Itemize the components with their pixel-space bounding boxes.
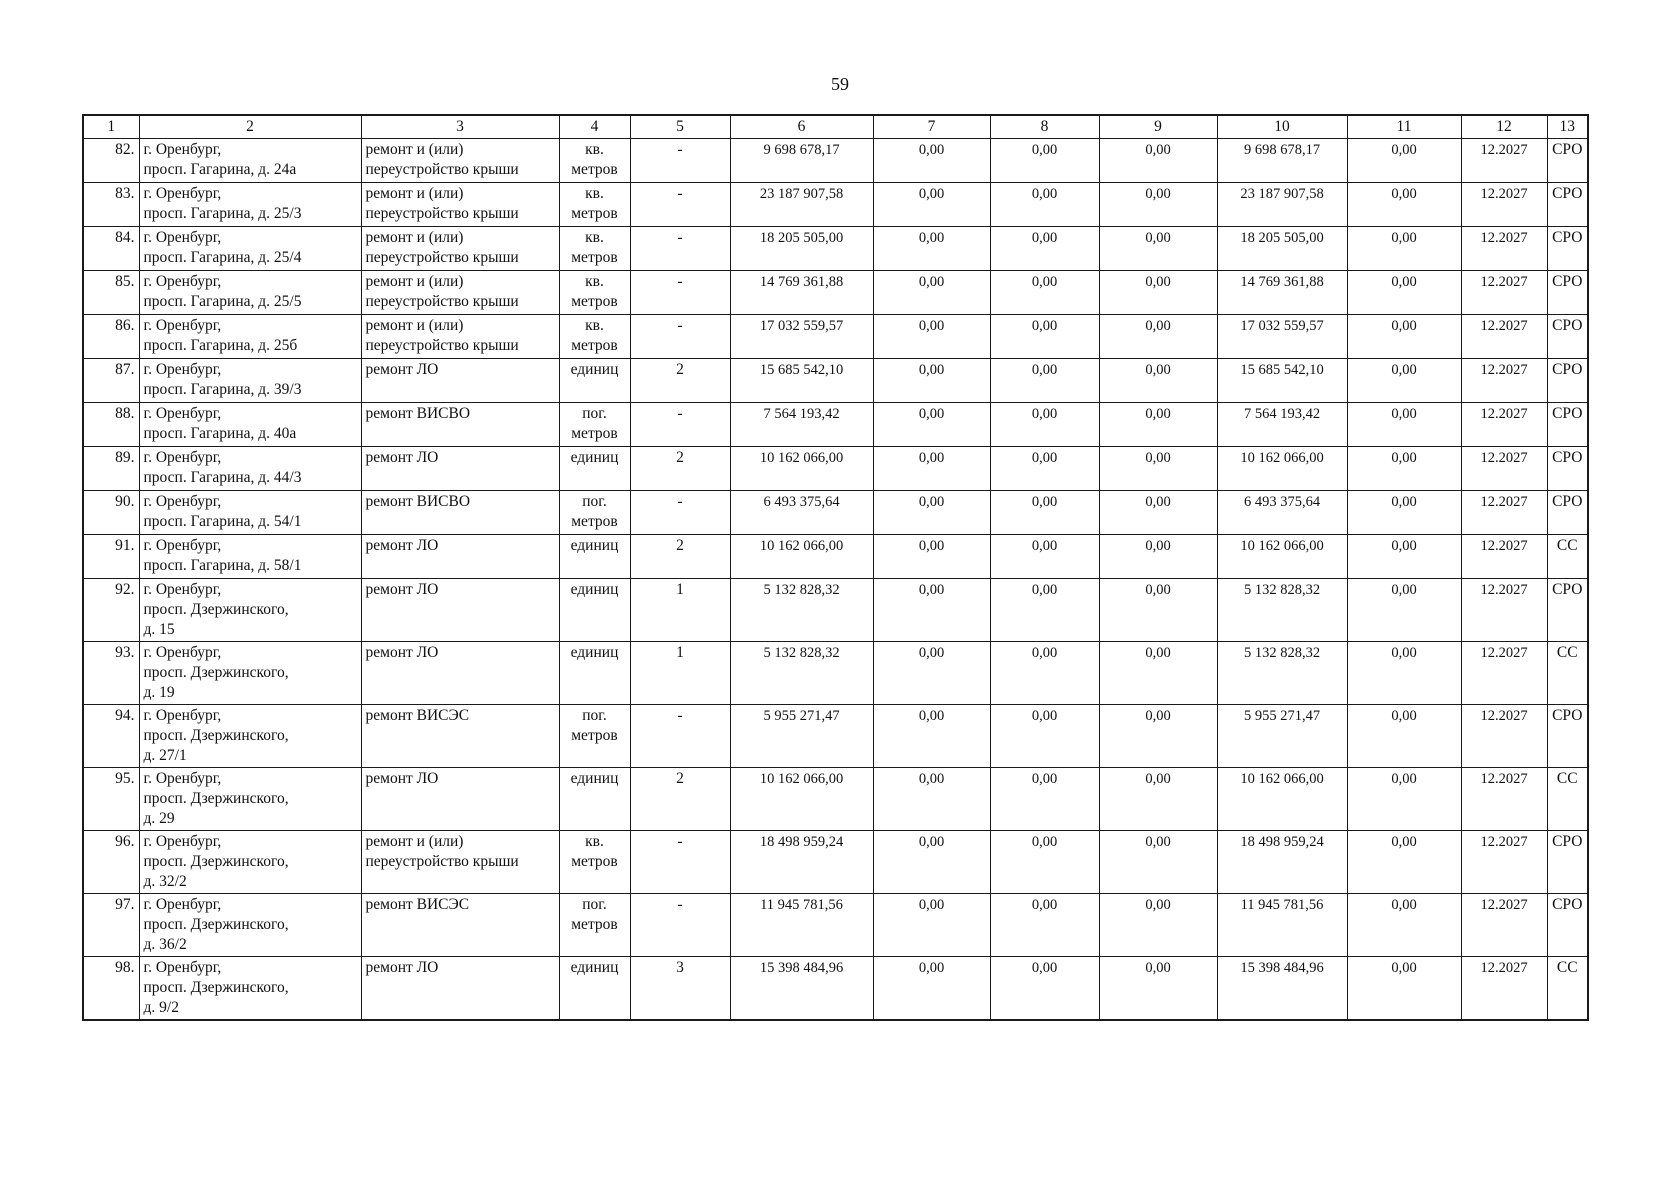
col11-cell: 0,00 bbox=[1347, 705, 1461, 768]
col11-cell: 0,00 bbox=[1347, 535, 1461, 579]
col7-cell: 0,00 bbox=[873, 271, 990, 315]
fund-method-cell: СРО bbox=[1547, 705, 1588, 768]
row-number: 90. bbox=[83, 491, 139, 535]
fund-method-cell: СРО bbox=[1547, 403, 1588, 447]
row-number: 97. bbox=[83, 894, 139, 957]
completion-date-cell: 12.2027 bbox=[1461, 227, 1547, 271]
completion-date-cell: 12.2027 bbox=[1461, 491, 1547, 535]
table-body bbox=[83, 139, 1588, 1021]
table-row bbox=[83, 535, 1588, 579]
table-row bbox=[83, 491, 1588, 535]
address-cell: г. Оренбург, просп. Гагарина, д. 44/3 bbox=[139, 447, 361, 491]
fund-method-cell: СРО bbox=[1547, 139, 1588, 183]
col8-cell: 0,00 bbox=[990, 227, 1099, 271]
row-number: 94. bbox=[83, 705, 139, 768]
row-number: 95. bbox=[83, 768, 139, 831]
table-row bbox=[83, 579, 1588, 642]
col8-cell: 0,00 bbox=[990, 535, 1099, 579]
unit-cell: пог. метров bbox=[559, 705, 630, 768]
total-cost-cell: 18 498 959,24 bbox=[730, 831, 873, 894]
header-cell: 3 bbox=[361, 115, 559, 139]
total-cost-cell: 5 955 271,47 bbox=[730, 705, 873, 768]
address-cell: г. Оренбург, просп. Гагарина, д. 24а bbox=[139, 139, 361, 183]
col10-cell: 15 685 542,10 bbox=[1217, 359, 1347, 403]
col8-cell: 0,00 bbox=[990, 403, 1099, 447]
table-row bbox=[83, 315, 1588, 359]
unit-cell: кв. метров bbox=[559, 831, 630, 894]
header-cell: 4 bbox=[559, 115, 630, 139]
col8-cell: 0,00 bbox=[990, 447, 1099, 491]
quantity-cell: - bbox=[630, 227, 730, 271]
address-cell: г. Оренбург, просп. Дзержинского, д. 32/2 bbox=[139, 831, 361, 894]
total-cost-cell: 9 698 678,17 bbox=[730, 139, 873, 183]
header-cell: 10 bbox=[1217, 115, 1347, 139]
col7-cell: 0,00 bbox=[873, 359, 990, 403]
col10-cell: 15 398 484,96 bbox=[1217, 957, 1347, 1021]
fund-method-cell: СС bbox=[1547, 535, 1588, 579]
col9-cell: 0,00 bbox=[1099, 705, 1217, 768]
total-cost-cell: 17 032 559,57 bbox=[730, 315, 873, 359]
col10-cell: 17 032 559,57 bbox=[1217, 315, 1347, 359]
fund-method-cell: СРО bbox=[1547, 183, 1588, 227]
address-cell: г. Оренбург, просп. Гагарина, д. 39/3 bbox=[139, 359, 361, 403]
unit-cell: единиц bbox=[559, 768, 630, 831]
header-cell: 7 bbox=[873, 115, 990, 139]
address-cell: г. Оренбург, просп. Гагарина, д. 40а bbox=[139, 403, 361, 447]
completion-date-cell: 12.2027 bbox=[1461, 579, 1547, 642]
col10-cell: 7 564 193,42 bbox=[1217, 403, 1347, 447]
address-cell: г. Оренбург, просп. Гагарина, д. 25б bbox=[139, 315, 361, 359]
col10-cell: 11 945 781,56 bbox=[1217, 894, 1347, 957]
col10-cell: 10 162 066,00 bbox=[1217, 447, 1347, 491]
col8-cell: 0,00 bbox=[990, 957, 1099, 1021]
row-number: 86. bbox=[83, 315, 139, 359]
address-cell: г. Оренбург, просп. Гагарина, д. 58/1 bbox=[139, 535, 361, 579]
table-row bbox=[83, 403, 1588, 447]
col9-cell: 0,00 bbox=[1099, 894, 1217, 957]
row-number: 83. bbox=[83, 183, 139, 227]
col9-cell: 0,00 bbox=[1099, 227, 1217, 271]
completion-date-cell: 12.2027 bbox=[1461, 957, 1547, 1021]
completion-date-cell: 12.2027 bbox=[1461, 315, 1547, 359]
total-cost-cell: 6 493 375,64 bbox=[730, 491, 873, 535]
unit-cell: единиц bbox=[559, 642, 630, 705]
col7-cell: 0,00 bbox=[873, 535, 990, 579]
col11-cell: 0,00 bbox=[1347, 957, 1461, 1021]
col10-cell: 9 698 678,17 bbox=[1217, 139, 1347, 183]
work-type-cell: ремонт ЛО bbox=[361, 768, 559, 831]
col7-cell: 0,00 bbox=[873, 894, 990, 957]
fund-method-cell: СРО bbox=[1547, 271, 1588, 315]
col7-cell: 0,00 bbox=[873, 315, 990, 359]
address-cell: г. Оренбург, просп. Гагарина, д. 25/4 bbox=[139, 227, 361, 271]
work-type-cell: ремонт ВИСВО bbox=[361, 491, 559, 535]
col7-cell: 0,00 bbox=[873, 183, 990, 227]
completion-date-cell: 12.2027 bbox=[1461, 894, 1547, 957]
col9-cell: 0,00 bbox=[1099, 183, 1217, 227]
fund-method-cell: СРО bbox=[1547, 831, 1588, 894]
total-cost-cell: 15 398 484,96 bbox=[730, 957, 873, 1021]
row-number: 93. bbox=[83, 642, 139, 705]
col11-cell: 0,00 bbox=[1347, 227, 1461, 271]
col7-cell: 0,00 bbox=[873, 227, 990, 271]
col8-cell: 0,00 bbox=[990, 705, 1099, 768]
col9-cell: 0,00 bbox=[1099, 139, 1217, 183]
header-cell: 1 bbox=[83, 115, 139, 139]
unit-cell: единиц bbox=[559, 447, 630, 491]
table-row bbox=[83, 831, 1588, 894]
header-cell: 12 bbox=[1461, 115, 1547, 139]
col11-cell: 0,00 bbox=[1347, 894, 1461, 957]
quantity-cell: - bbox=[630, 315, 730, 359]
col10-cell: 18 498 959,24 bbox=[1217, 831, 1347, 894]
col9-cell: 0,00 bbox=[1099, 768, 1217, 831]
col8-cell: 0,00 bbox=[990, 642, 1099, 705]
work-type-cell: ремонт ЛО bbox=[361, 447, 559, 491]
col10-cell: 5 132 828,32 bbox=[1217, 642, 1347, 705]
col9-cell: 0,00 bbox=[1099, 535, 1217, 579]
col9-cell: 0,00 bbox=[1099, 831, 1217, 894]
unit-cell: единиц bbox=[559, 359, 630, 403]
col8-cell: 0,00 bbox=[990, 183, 1099, 227]
completion-date-cell: 12.2027 bbox=[1461, 642, 1547, 705]
quantity-cell: - bbox=[630, 403, 730, 447]
header-row bbox=[83, 115, 1588, 139]
col7-cell: 0,00 bbox=[873, 957, 990, 1021]
unit-cell: единиц bbox=[559, 535, 630, 579]
completion-date-cell: 12.2027 bbox=[1461, 447, 1547, 491]
unit-cell: кв. метров bbox=[559, 183, 630, 227]
col10-cell: 14 769 361,88 bbox=[1217, 271, 1347, 315]
col10-cell: 10 162 066,00 bbox=[1217, 768, 1347, 831]
completion-date-cell: 12.2027 bbox=[1461, 403, 1547, 447]
col11-cell: 0,00 bbox=[1347, 183, 1461, 227]
completion-date-cell: 12.2027 bbox=[1461, 359, 1547, 403]
quantity-cell: 2 bbox=[630, 535, 730, 579]
col9-cell: 0,00 bbox=[1099, 642, 1217, 705]
col10-cell: 18 205 505,00 bbox=[1217, 227, 1347, 271]
col11-cell: 0,00 bbox=[1347, 642, 1461, 705]
row-number: 87. bbox=[83, 359, 139, 403]
fund-method-cell: СРО bbox=[1547, 579, 1588, 642]
quantity-cell: 3 bbox=[630, 957, 730, 1021]
fund-method-cell: СРО bbox=[1547, 315, 1588, 359]
quantity-cell: - bbox=[630, 705, 730, 768]
col8-cell: 0,00 bbox=[990, 271, 1099, 315]
col11-cell: 0,00 bbox=[1347, 447, 1461, 491]
col7-cell: 0,00 bbox=[873, 491, 990, 535]
quantity-cell: - bbox=[630, 139, 730, 183]
row-number: 82. bbox=[83, 139, 139, 183]
header-cell: 9 bbox=[1099, 115, 1217, 139]
quantity-cell: 1 bbox=[630, 642, 730, 705]
fund-method-cell: СРО bbox=[1547, 359, 1588, 403]
col8-cell: 0,00 bbox=[990, 359, 1099, 403]
col9-cell: 0,00 bbox=[1099, 491, 1217, 535]
quantity-cell: - bbox=[630, 894, 730, 957]
total-cost-cell: 10 162 066,00 bbox=[730, 535, 873, 579]
col10-cell: 23 187 907,58 bbox=[1217, 183, 1347, 227]
unit-cell: кв. метров bbox=[559, 139, 630, 183]
work-type-cell: ремонт ВИСЭС bbox=[361, 894, 559, 957]
completion-date-cell: 12.2027 bbox=[1461, 183, 1547, 227]
quantity-cell: - bbox=[630, 831, 730, 894]
work-type-cell: ремонт и (или) переустройство крыши bbox=[361, 315, 559, 359]
col9-cell: 0,00 bbox=[1099, 447, 1217, 491]
unit-cell: единиц bbox=[559, 957, 630, 1021]
col7-cell: 0,00 bbox=[873, 403, 990, 447]
table-row bbox=[83, 705, 1588, 768]
col11-cell: 0,00 bbox=[1347, 579, 1461, 642]
row-number: 84. bbox=[83, 227, 139, 271]
quantity-cell: - bbox=[630, 183, 730, 227]
work-type-cell: ремонт ЛО bbox=[361, 359, 559, 403]
table-row bbox=[83, 957, 1588, 1021]
table-row bbox=[83, 227, 1588, 271]
quantity-cell: - bbox=[630, 491, 730, 535]
quantity-cell: - bbox=[630, 271, 730, 315]
address-cell: г. Оренбург, просп. Гагарина, д. 25/3 bbox=[139, 183, 361, 227]
work-type-cell: ремонт ЛО bbox=[361, 535, 559, 579]
address-cell: г. Оренбург, просп. Гагарина, д. 54/1 bbox=[139, 491, 361, 535]
completion-date-cell: 12.2027 bbox=[1461, 831, 1547, 894]
table-row bbox=[83, 768, 1588, 831]
col7-cell: 0,00 bbox=[873, 579, 990, 642]
address-cell: г. Оренбург, просп. Гагарина, д. 25/5 bbox=[139, 271, 361, 315]
fund-method-cell: СС bbox=[1547, 957, 1588, 1021]
address-cell: г. Оренбург, просп. Дзержинского, д. 36/2 bbox=[139, 894, 361, 957]
total-cost-cell: 11 945 781,56 bbox=[730, 894, 873, 957]
col9-cell: 0,00 bbox=[1099, 315, 1217, 359]
col10-cell: 6 493 375,64 bbox=[1217, 491, 1347, 535]
col7-cell: 0,00 bbox=[873, 447, 990, 491]
unit-cell: единиц bbox=[559, 579, 630, 642]
col10-cell: 5 132 828,32 bbox=[1217, 579, 1347, 642]
col7-cell: 0,00 bbox=[873, 831, 990, 894]
quantity-cell: 2 bbox=[630, 447, 730, 491]
col7-cell: 0,00 bbox=[873, 139, 990, 183]
quantity-cell: 2 bbox=[630, 768, 730, 831]
fund-method-cell: СРО bbox=[1547, 227, 1588, 271]
completion-date-cell: 12.2027 bbox=[1461, 705, 1547, 768]
col8-cell: 0,00 bbox=[990, 315, 1099, 359]
header-cell: 11 bbox=[1347, 115, 1461, 139]
table-row bbox=[83, 359, 1588, 403]
col9-cell: 0,00 bbox=[1099, 957, 1217, 1021]
col10-cell: 10 162 066,00 bbox=[1217, 535, 1347, 579]
col11-cell: 0,00 bbox=[1347, 831, 1461, 894]
col8-cell: 0,00 bbox=[990, 491, 1099, 535]
total-cost-cell: 14 769 361,88 bbox=[730, 271, 873, 315]
col11-cell: 0,00 bbox=[1347, 359, 1461, 403]
col8-cell: 0,00 bbox=[990, 139, 1099, 183]
row-number: 96. bbox=[83, 831, 139, 894]
col7-cell: 0,00 bbox=[873, 705, 990, 768]
col11-cell: 0,00 bbox=[1347, 139, 1461, 183]
unit-cell: кв. метров bbox=[559, 315, 630, 359]
address-cell: г. Оренбург, просп. Дзержинского, д. 29 bbox=[139, 768, 361, 831]
work-type-cell: ремонт и (или) переустройство крыши bbox=[361, 139, 559, 183]
col11-cell: 0,00 bbox=[1347, 315, 1461, 359]
table-row bbox=[83, 447, 1588, 491]
col9-cell: 0,00 bbox=[1099, 271, 1217, 315]
col8-cell: 0,00 bbox=[990, 894, 1099, 957]
quantity-cell: 1 bbox=[630, 579, 730, 642]
header-cell: 2 bbox=[139, 115, 361, 139]
total-cost-cell: 10 162 066,00 bbox=[730, 447, 873, 491]
col8-cell: 0,00 bbox=[990, 831, 1099, 894]
completion-date-cell: 12.2027 bbox=[1461, 139, 1547, 183]
work-type-cell: ремонт ВИСЭС bbox=[361, 705, 559, 768]
work-type-cell: ремонт и (или) переустройство крыши bbox=[361, 183, 559, 227]
col9-cell: 0,00 bbox=[1099, 579, 1217, 642]
unit-cell: кв. метров bbox=[559, 227, 630, 271]
col11-cell: 0,00 bbox=[1347, 403, 1461, 447]
total-cost-cell: 18 205 505,00 bbox=[730, 227, 873, 271]
row-number: 89. bbox=[83, 447, 139, 491]
address-cell: г. Оренбург, просп. Дзержинского, д. 19 bbox=[139, 642, 361, 705]
row-number: 91. bbox=[83, 535, 139, 579]
col7-cell: 0,00 bbox=[873, 768, 990, 831]
total-cost-cell: 5 132 828,32 bbox=[730, 642, 873, 705]
table-row bbox=[83, 183, 1588, 227]
row-number: 98. bbox=[83, 957, 139, 1021]
total-cost-cell: 5 132 828,32 bbox=[730, 579, 873, 642]
table-row bbox=[83, 894, 1588, 957]
unit-cell: кв. метров bbox=[559, 271, 630, 315]
col9-cell: 0,00 bbox=[1099, 359, 1217, 403]
fund-method-cell: СС bbox=[1547, 642, 1588, 705]
fund-method-cell: СРО bbox=[1547, 894, 1588, 957]
col9-cell: 0,00 bbox=[1099, 403, 1217, 447]
row-number: 85. bbox=[83, 271, 139, 315]
total-cost-cell: 15 685 542,10 bbox=[730, 359, 873, 403]
table-row bbox=[83, 642, 1588, 705]
header-cell: 13 bbox=[1547, 115, 1588, 139]
table-row bbox=[83, 139, 1588, 183]
col11-cell: 0,00 bbox=[1347, 768, 1461, 831]
col11-cell: 0,00 bbox=[1347, 271, 1461, 315]
completion-date-cell: 12.2027 bbox=[1461, 768, 1547, 831]
col7-cell: 0,00 bbox=[873, 642, 990, 705]
work-type-cell: ремонт ВИСВО bbox=[361, 403, 559, 447]
work-type-cell: ремонт и (или) переустройство крыши bbox=[361, 227, 559, 271]
col11-cell: 0,00 bbox=[1347, 491, 1461, 535]
work-type-cell: ремонт и (или) переустройство крыши bbox=[361, 271, 559, 315]
total-cost-cell: 7 564 193,42 bbox=[730, 403, 873, 447]
address-cell: г. Оренбург, просп. Дзержинского, д. 27/1 bbox=[139, 705, 361, 768]
row-number: 92. bbox=[83, 579, 139, 642]
address-cell: г. Оренбург, просп. Дзержинского, д. 15 bbox=[139, 579, 361, 642]
fund-method-cell: СС bbox=[1547, 768, 1588, 831]
capital-repair-table bbox=[82, 114, 1589, 1021]
header-cell: 6 bbox=[730, 115, 873, 139]
col10-cell: 5 955 271,47 bbox=[1217, 705, 1347, 768]
col8-cell: 0,00 bbox=[990, 768, 1099, 831]
unit-cell: пог. метров bbox=[559, 403, 630, 447]
col8-cell: 0,00 bbox=[990, 579, 1099, 642]
total-cost-cell: 10 162 066,00 bbox=[730, 768, 873, 831]
table-row bbox=[83, 271, 1588, 315]
completion-date-cell: 12.2027 bbox=[1461, 271, 1547, 315]
unit-cell: пог. метров bbox=[559, 491, 630, 535]
fund-method-cell: СРО bbox=[1547, 491, 1588, 535]
work-type-cell: ремонт ЛО bbox=[361, 957, 559, 1021]
row-number: 88. bbox=[83, 403, 139, 447]
page-number: 59 bbox=[831, 74, 849, 94]
total-cost-cell: 23 187 907,58 bbox=[730, 183, 873, 227]
work-type-cell: ремонт и (или) переустройство крыши bbox=[361, 831, 559, 894]
work-type-cell: ремонт ЛО bbox=[361, 579, 559, 642]
unit-cell: пог. метров bbox=[559, 894, 630, 957]
fund-method-cell: СРО bbox=[1547, 447, 1588, 491]
header-cell: 8 bbox=[990, 115, 1099, 139]
work-type-cell: ремонт ЛО bbox=[361, 642, 559, 705]
header-cell: 5 bbox=[630, 115, 730, 139]
address-cell: г. Оренбург, просп. Дзержинского, д. 9/2 bbox=[139, 957, 361, 1021]
completion-date-cell: 12.2027 bbox=[1461, 535, 1547, 579]
quantity-cell: 2 bbox=[630, 359, 730, 403]
